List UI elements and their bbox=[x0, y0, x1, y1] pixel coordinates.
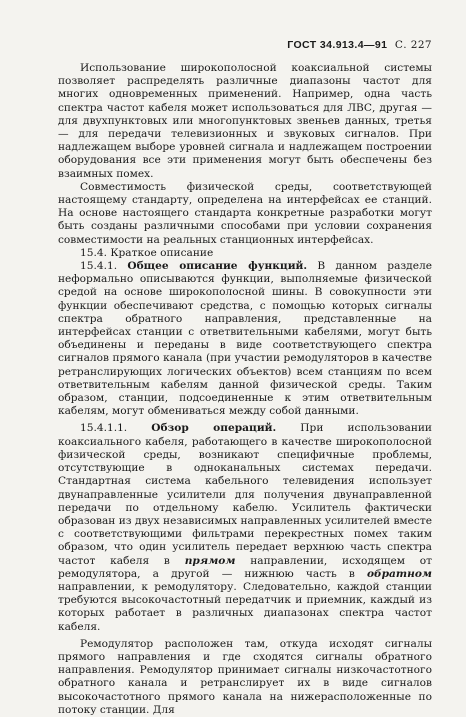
section-text-part-3: направлении, к ремодулятору. Следовательно, каждой станции требуются высокочастотный передатчик и приемник, каждый из которых работает в различных диапазонах спектра частот кабеля. bbox=[58, 580, 432, 633]
standard-number: ГОСТ 34.913.4—91 bbox=[287, 39, 388, 51]
section-title-15-4: 15.4. Краткое описание bbox=[80, 246, 214, 259]
section-15-4-1 bbox=[58, 260, 432, 418]
emphasis-forward: прямом bbox=[184, 554, 236, 567]
emphasis-reverse: обратном bbox=[366, 567, 432, 580]
section-text-part-2: направлении, исходящем от ремодулятора, а другой — нижнюю часть в bbox=[58, 554, 432, 580]
paragraph-broadband-usage: Использование широкополосной коаксиальной системы позволяет распределять различные диапазоны частот для многих одновременных применений. Например, одна часть спектра частот кабеля может использоваться для ЛВС, другая — для двухпунктовых или многопунктовых звеньев данных, третья — для передачи телевизионных и звуковых сигналов. При надлежащем выборе уровней сигнала и надлежащем построении оборудования все эти применения могут быть обеспечены без взаимных помех. bbox=[58, 62, 432, 180]
section-15-4-1-1 bbox=[58, 422, 432, 633]
section-number-15-4-1: 15.4.1. bbox=[80, 260, 118, 273]
paragraph-remodulator: Ремодулятор расположен там, откуда исходят сигналы прямого направления и где сходятся сигналы обратного направления. Ремодулятор принимает сигналы низкочастотного обратного канала и ретранслирует их в виде сигналов высокочастотного прямого канала на нижерасположенные по потоку станции. Для bbox=[58, 637, 432, 716]
page-number: С. 227 bbox=[394, 39, 432, 51]
section-text-15-4-1: В данном разделе неформально описываются функции, выполняемые физической средой на основе широкополосной шины. В совокупности эти функции обеспечивают средства, с помощью которых сигналы спектра обратного направления, представленные на интерфейсах станции с ответвительными кабелями, могут быть объединены и переданы в виде соответствующего спектра сигналов прямого канала (при участии ремодуляторов в качестве ретранслирующих логических объектов) всем станциям по всем ответвительным кабелям данной физической среды. Таким образом, станции, подсоединенные к этим ответвительным кабелям, могут обмениваться между собой данными. bbox=[58, 260, 432, 418]
section-number-15-4-1-1: 15.4.1.1. bbox=[80, 422, 128, 435]
section-text-part-1: При использовании коаксиального кабеля, работающего в качестве широкополосной физической среды, возникают специфичные проблемы, отсутствующие в одноканальных системах передачи. Стандартная система кабельного телевидения использует двунаправленные усилители для получения двунаправленной передачи по отдельному кабелю. Усилитель фактически образован из двух независимых направленных усилителей вместе с соответствующими фильтрами перекрестных помех таким образом, что один усилитель передает верхнюю часть спектра частот кабеля в bbox=[58, 422, 432, 567]
section-heading-15-4-1: Общее описание функций. bbox=[127, 260, 308, 273]
paragraph-compatibility: Совместимость физической среды, соответствующей настоящему стандарту, определена на интерфейсах ее станций. На основе настоящего стандарта конкретные разработки могут быть созданы различными способами при условии сохранения совместимости на реальных станционных интерфейсах. bbox=[58, 180, 432, 246]
section-heading-15-4-1-1: Обзор операций. bbox=[151, 422, 277, 435]
page-header bbox=[58, 38, 432, 52]
